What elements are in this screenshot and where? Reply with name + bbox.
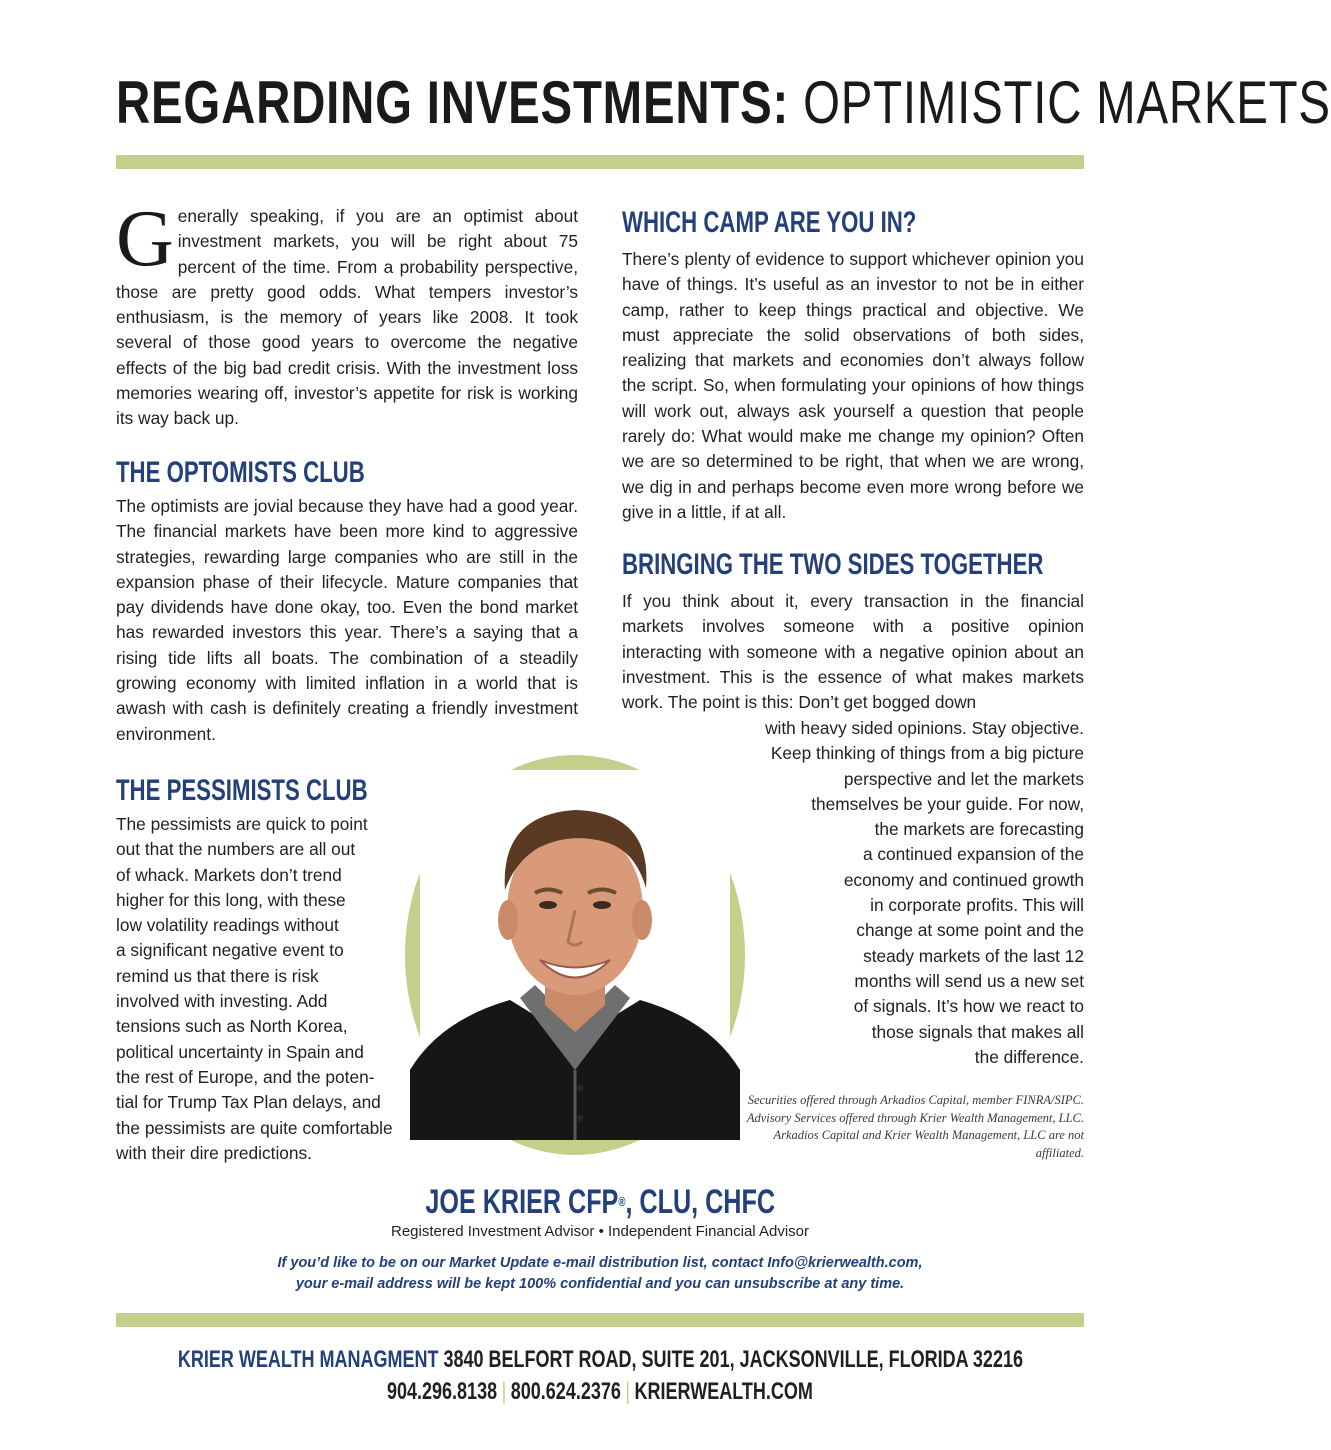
advisor-name-main: JOE KRIER CFP xyxy=(425,1183,619,1221)
text-line: steady markets of the last 12 xyxy=(863,945,1084,966)
bottom-divider xyxy=(116,1313,1084,1327)
notice-comma: , xyxy=(918,1255,923,1271)
separator: | xyxy=(501,1378,507,1405)
notice-text-1: If you’d like to be on our Market Update e-mail distribution list, contact xyxy=(277,1255,768,1271)
registered-mark: ® xyxy=(618,1194,626,1209)
notice-text-2: your e-mail address will be kept 100% confidential and you can unsubscribe at any time. xyxy=(295,1276,905,1292)
text-line: low volatility readings without xyxy=(116,915,339,936)
together-section xyxy=(622,548,1084,715)
text-line: out that the numbers are all out xyxy=(116,839,356,860)
text-line: the markets are forecasting xyxy=(874,819,1084,840)
camp-section xyxy=(622,206,1084,525)
text-line: Keep thinking of things from a big picture xyxy=(770,743,1084,764)
text-line: of whack. Markets don’t trend xyxy=(116,864,342,885)
intro-section xyxy=(116,195,578,432)
page-title xyxy=(116,69,1331,136)
contact-email-link[interactable]: Info@krierwealth.com xyxy=(767,1255,919,1271)
advisor-credentials: , CLU, CHFC xyxy=(625,1183,775,1221)
top-divider xyxy=(116,155,1084,169)
advisor-portrait xyxy=(420,770,730,1140)
text-line: involved with investing. Add xyxy=(116,991,328,1012)
intro-text: enerally speaking, if you are an optimist about investment markets, you will be right about 75 percent of the time. From a probability perspective, those are pretty good odds. What tempers investor’s enthusiasm, is the memory of years like 2008. It took several of those good years to overcome the negative effects of the big bad credit crisis. With the investment loss memories wearing off, investor’s appetite for risk is working its way back up. xyxy=(116,206,578,429)
text-line: tensions such as North Korea, xyxy=(116,1016,348,1037)
drop-cap: G xyxy=(116,195,174,283)
camp-heading: WHICH CAMP ARE YOU IN? xyxy=(622,206,917,239)
text-line: themselves be your guide. For now, xyxy=(811,793,1084,814)
advisor-roles: Registered Investment Advisor • Independent Financial Advisor xyxy=(391,1223,809,1240)
optimists-text: The optimists are jovial because they have had a good year. The financial markets have been more kind to aggressive strategies, rewarding large companies who are still in the expansion phase of their lifecycle. Mature companies that pay dividends have done okay, too. Even the bond market has rewarded investors this year. There’s a saying that a rising tide lifts all boats. The combination of a steadily growing economy with limited inflation in a world that is awash with cash is definitely creating a friendly investment environment. xyxy=(116,496,578,744)
text-line: of signals. It’s how we react to xyxy=(853,996,1084,1017)
firm-address: 3840 BELFORT ROAD, SUITE 201, JACKSONVILLE, FLORIDA 32216 xyxy=(443,1346,1023,1373)
text-line: a significant negative event to xyxy=(116,940,344,961)
title-bold: REGARDING INVESTMENTS: xyxy=(116,69,790,136)
text-line: with heavy sided opinions. Stay objective. xyxy=(765,718,1084,738)
together-continued xyxy=(690,716,1084,1070)
text-line: tial for Trump Tax Plan delays, and xyxy=(116,1092,381,1113)
text-line: in corporate profits. This will xyxy=(870,895,1084,916)
text-line: those signals that makes all xyxy=(871,1021,1084,1042)
camp-text: There’s plenty of evidence to support whichever opinion you have of things. It’s useful as an investor to not be in either camp, rather to keep things practical and objective. We must appreciate the solid observations of both sides, realizing that markets and economies don’t always follow the script. So, when formulating your opinions of how things will work out, always ask yourself a question that people rarely do: What would make me change my opinion? Often we are so determined to be right, that when we are wrong, we dig in and perhaps become even more wrong before we give in a little, if at all. xyxy=(622,249,1084,522)
text-line: with their dire predictions. xyxy=(116,1142,312,1163)
text-line: a continued expansion of the xyxy=(863,844,1084,865)
text-line: months will send us a new set xyxy=(854,970,1084,991)
title-light: OPTIMISTIC MARKETS xyxy=(803,69,1331,136)
footer-address-line xyxy=(0,1345,1200,1375)
text-line: political uncertainty in Spain and xyxy=(116,1041,364,1062)
text-line: remind us that there is risk xyxy=(116,965,319,986)
separator: | xyxy=(625,1378,631,1405)
intro-paragraph xyxy=(116,195,578,432)
phone-primary[interactable]: 904.296.8138 xyxy=(387,1378,498,1405)
pessimists-section xyxy=(116,774,436,1166)
phone-tollfree[interactable]: 800.624.2376 xyxy=(510,1378,621,1405)
website-link[interactable]: KRIERWEALTH.COM xyxy=(634,1378,813,1405)
text-line: the rest of Europe, and the poten- xyxy=(116,1066,375,1087)
email-notice xyxy=(0,1253,1200,1295)
footer-contact-line xyxy=(0,1377,1200,1407)
firm-name: KRIER WEALTH MANAGMENT xyxy=(177,1346,439,1373)
optimists-section xyxy=(116,456,578,747)
text-line: perspective and let the markets xyxy=(843,768,1084,789)
text-line: the difference. xyxy=(974,1046,1084,1067)
text-line: higher for this long, with these xyxy=(116,889,346,910)
text-line: the pessimists are quite comfortable xyxy=(116,1117,393,1138)
securities-disclaimer: Securities offered through Arkadios Capital, member FINRA/SIPC. Advisory Services offered through Krier Wealth Management, LLC. Arkadios Capital and Krier Wealth Management, LLC are not affiliated. xyxy=(746,1093,1084,1160)
pessimists-text xyxy=(116,812,436,1166)
text-line: The pessimists are quick to point xyxy=(116,814,368,834)
pessimists-heading: THE PESSIMISTS CLUB xyxy=(116,774,368,807)
together-text: If you think about it, every transaction in the financial markets involves someone with a positive opinion interacting with someone with a negative opinion about an investment. This is the essence of what makes markets work. The point is this: Don’t get bogged down xyxy=(622,591,1084,713)
text-line: change at some point and the xyxy=(856,920,1084,941)
optimists-heading: THE OPTOMISTS CLUB xyxy=(116,456,365,489)
text-line: economy and continued growth xyxy=(843,869,1084,890)
together-heading: BRINGING THE TWO SIDES TOGETHER xyxy=(622,548,1044,581)
advisor-name xyxy=(0,1183,1200,1221)
